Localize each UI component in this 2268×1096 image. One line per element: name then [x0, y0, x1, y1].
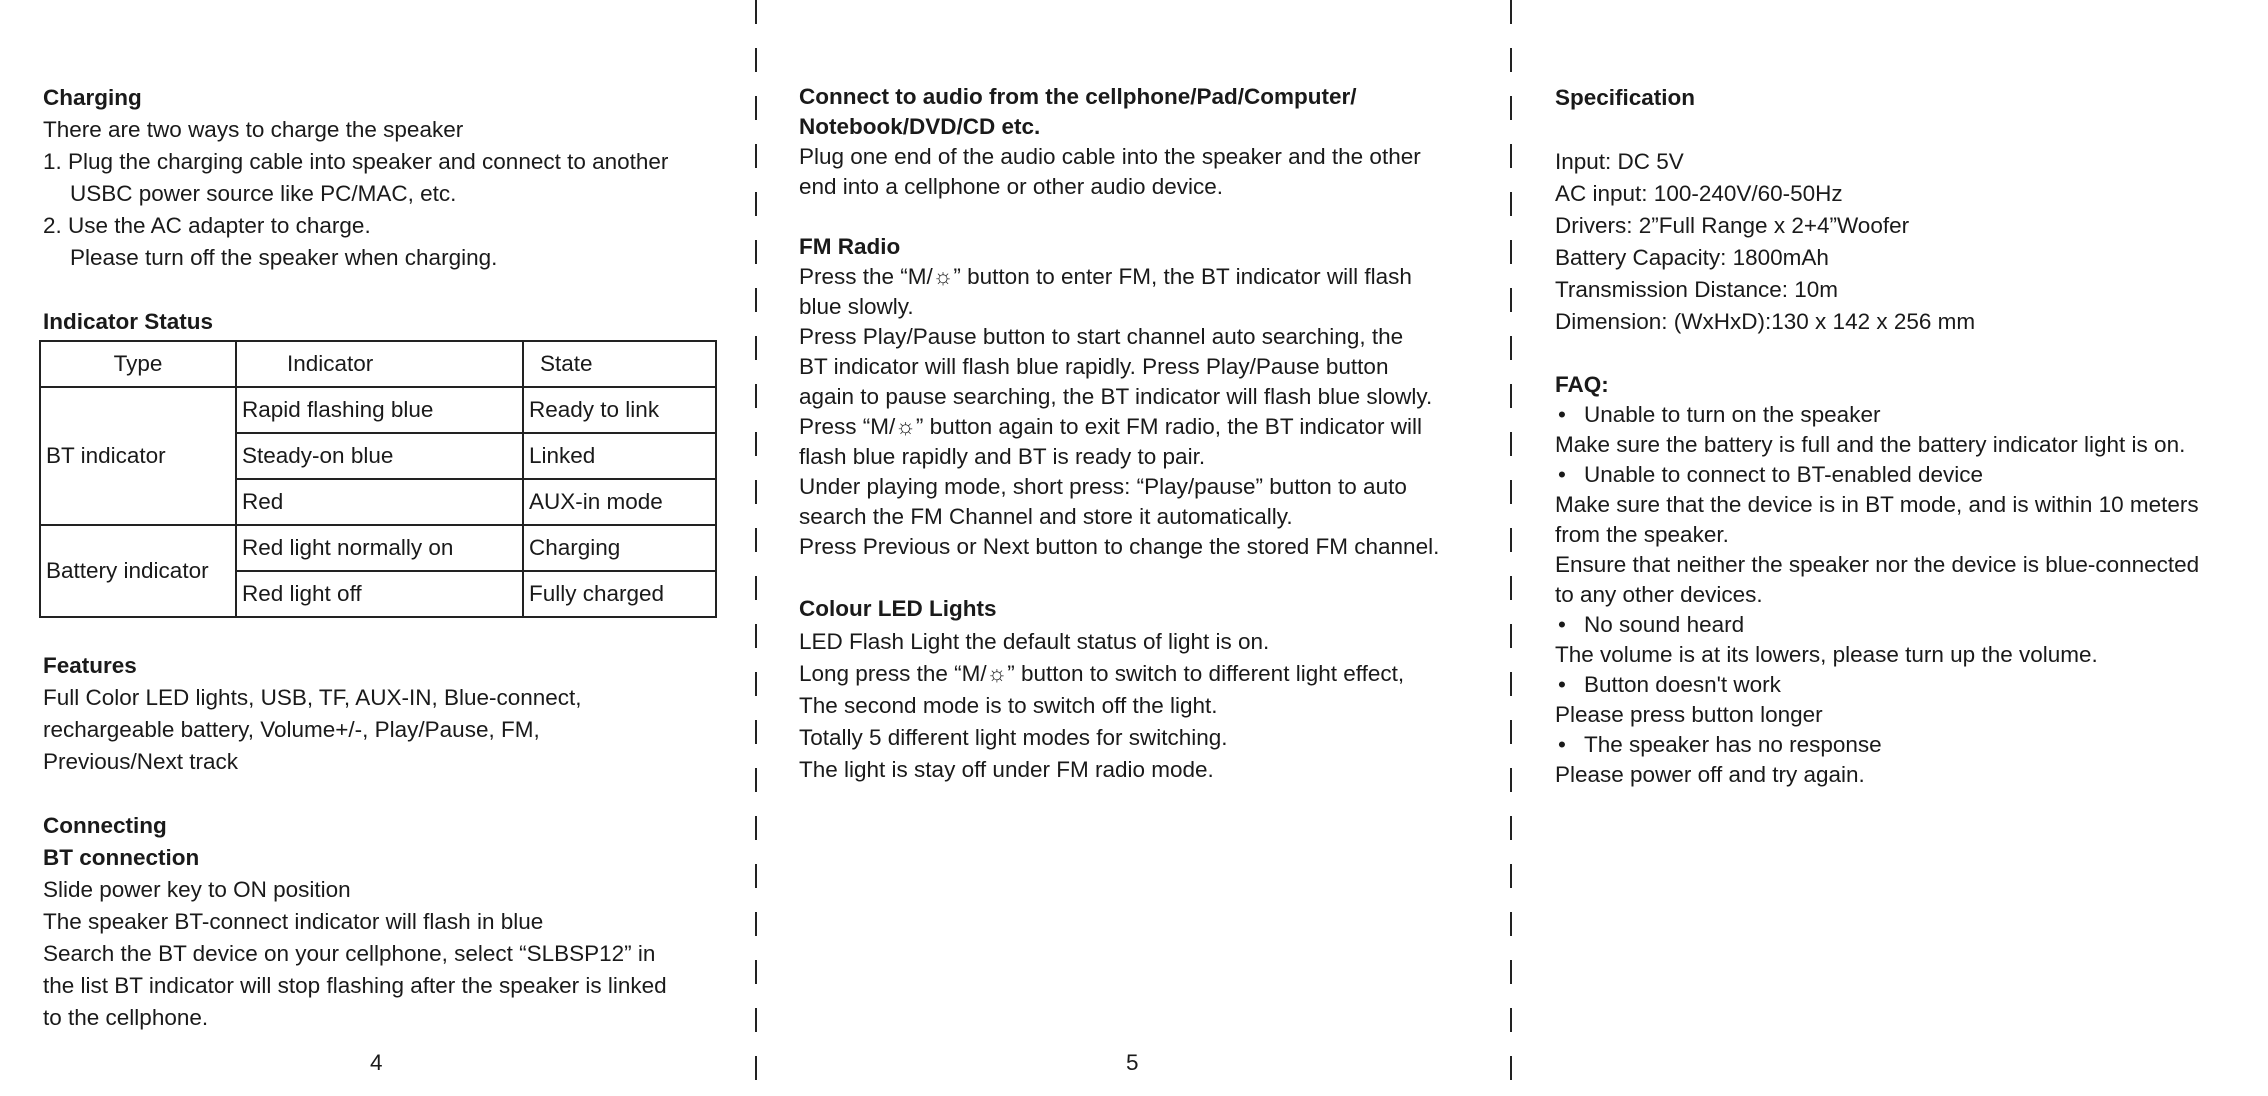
charging-heading: Charging [43, 85, 142, 110]
spec-faq-column [1555, 82, 2255, 790]
faq-question: • No sound heard [1555, 610, 2255, 640]
specification-heading: Specification [1555, 85, 1696, 110]
led-line: The light is stay off under FM radio mode. [799, 757, 1214, 782]
audio-line: end into a cellphone or other audio device. [799, 174, 1224, 199]
connecting-heading: Connecting [43, 813, 167, 838]
table-header-type: Type [40, 341, 236, 387]
table-cell-indicator: Steady-on blue [236, 433, 523, 479]
audio-heading: Notebook/DVD/CD etc. [799, 114, 1041, 139]
indicator-status-table [39, 340, 717, 618]
page-4-column [43, 82, 733, 1034]
spec-line: Drivers: 2”Full Range x 2+4”Woofer [1555, 213, 1910, 238]
spec-line: Input: DC 5V [1555, 149, 1684, 174]
bt-connection-subheading: BT connection [43, 845, 200, 870]
table-cell-state: Ready to link [523, 387, 716, 433]
faq-question: • Button doesn't work [1555, 670, 2255, 700]
faq-question: • Unable to turn on the speaker [1555, 400, 2255, 430]
features-heading: Features [43, 653, 137, 678]
spec-line: Battery Capacity: 1800mAh [1555, 245, 1829, 270]
fm-line: search the FM Channel and store it automatically. [799, 504, 1293, 529]
faq-answer: Please power off and try again. [1555, 762, 1865, 787]
fm-radio-heading: FM Radio [799, 234, 901, 259]
column-divider-left [755, 0, 757, 1096]
table-cell-type: Battery indicator [40, 525, 236, 617]
table-header-row [40, 341, 716, 387]
connecting-line: the list BT indicator will stop flashing after the speaker is linked [43, 973, 667, 998]
fm-line: Press the “M/☼” button to enter FM, the BT indicator will flash [799, 264, 1412, 289]
connecting-line: to the cellphone. [43, 1005, 209, 1030]
colour-led-heading: Colour LED Lights [799, 596, 997, 621]
led-line: LED Flash Light the default status of light is on. [799, 629, 1270, 654]
table-cell-state: Fully charged [523, 571, 716, 617]
fm-line: Press “M/☼” button again to exit FM radio, the BT indicator will [799, 414, 1422, 439]
fm-line: flash blue rapidly and BT is ready to pair. [799, 444, 1206, 469]
led-line: The second mode is to switch off the light. [799, 693, 1218, 718]
table-cell-state: Charging [523, 525, 716, 571]
led-line: Totally 5 different light modes for switching. [799, 725, 1228, 750]
audio-heading: Connect to audio from the cellphone/Pad/Computer/ [799, 84, 1357, 109]
page-number-5: 5 [1126, 1050, 1139, 1075]
faq-answer: to any other devices. [1555, 582, 1763, 607]
faq-answer: The volume is at its lowers, please turn up the volume. [1555, 642, 2098, 667]
faq-answer: Make sure the battery is full and the battery indicator light is on. [1555, 432, 2186, 457]
table-cell-state: Linked [523, 433, 716, 479]
table-row [40, 387, 716, 433]
spec-line: AC input: 100-240V/60-50Hz [1555, 181, 1843, 206]
connecting-line: Slide power key to ON position [43, 877, 351, 902]
faq-answer: from the speaker. [1555, 522, 1729, 547]
table-cell-type: BT indicator [40, 387, 236, 525]
faq-heading: FAQ: [1555, 372, 1609, 397]
features-line: Previous/Next track [43, 749, 239, 774]
table-header-indicator: Indicator [236, 341, 523, 387]
fm-line: Press Play/Pause button to start channel auto searching, the [799, 324, 1404, 349]
spec-line: Transmission Distance: 10m [1555, 277, 1839, 302]
features-line: Full Color LED lights, USB, TF, AUX-IN, Blue-connect, [43, 685, 582, 710]
fm-line: BT indicator will flash blue rapidly. Press Play/Pause button [799, 354, 1389, 379]
page-number-4: 4 [370, 1050, 383, 1075]
fm-line: Under playing mode, short press: “Play/pause” button to auto [799, 474, 1407, 499]
fm-line: again to pause searching, the BT indicator will flash blue slowly. [799, 384, 1433, 409]
table-cell-state: AUX-in mode [523, 479, 716, 525]
faq-answer: Please press button longer [1555, 702, 1823, 727]
charging-line: 2. Use the AC adapter to charge. [43, 213, 371, 238]
faq-question: • Unable to connect to BT-enabled device [1555, 460, 2255, 490]
charging-line: 1. Plug the charging cable into speaker and connect to another [43, 149, 669, 174]
spec-line: Dimension: (WxHxD):130 x 142 x 256 mm [1555, 309, 1976, 334]
led-line: Long press the “M/☼” button to switch to different light effect, [799, 661, 1405, 686]
table-cell-indicator: Red light normally on [236, 525, 523, 571]
table-cell-indicator: Red [236, 479, 523, 525]
charging-line: USBC power source like PC/MAC, etc. [70, 181, 457, 206]
charging-line: Please turn off the speaker when charging. [70, 245, 498, 270]
audio-line: Plug one end of the audio cable into the speaker and the other [799, 144, 1421, 169]
table-header-state: State [523, 341, 716, 387]
page-5-column [799, 82, 1499, 786]
column-divider-right [1510, 0, 1512, 1096]
table-cell-indicator: Rapid flashing blue [236, 387, 523, 433]
fm-line: blue slowly. [799, 294, 914, 319]
indicator-status-heading: Indicator Status [43, 309, 214, 334]
charging-line: There are two ways to charge the speaker [43, 117, 464, 142]
features-line: rechargeable battery, Volume+/-, Play/Pause, FM, [43, 717, 540, 742]
table-cell-indicator: Red light off [236, 571, 523, 617]
connecting-line: Search the BT device on your cellphone, select “SLBSP12” in [43, 941, 656, 966]
faq-answer: Ensure that neither the speaker nor the device is blue-connected [1555, 552, 2200, 577]
faq-question: • The speaker has no response [1555, 730, 2255, 760]
connecting-line: The speaker BT-connect indicator will flash in blue [43, 909, 544, 934]
fm-line: Press Previous or Next button to change the stored FM channel. [799, 534, 1440, 559]
table-row [40, 525, 716, 571]
faq-answer: Make sure that the device is in BT mode, and is within 10 meters [1555, 492, 2199, 517]
